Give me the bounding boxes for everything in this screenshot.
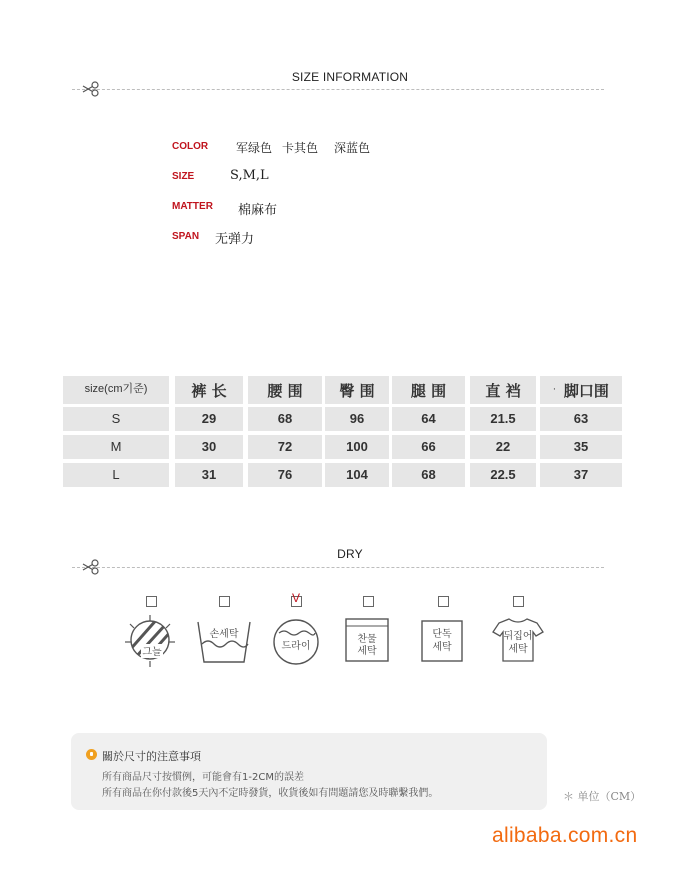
- table-cell: 35: [540, 435, 622, 459]
- span-label: SPAN: [172, 231, 200, 242]
- alibaba-watermark: alibaba.com.cn: [492, 824, 638, 847]
- separate-wash-icon: [420, 619, 466, 663]
- table-cell: 29: [175, 407, 243, 431]
- table-cell: 22.5: [470, 463, 536, 487]
- shade-dry-label: 그늘: [142, 647, 162, 658]
- table-header-hem: [540, 376, 622, 404]
- table-cell: 96: [325, 407, 389, 431]
- separate-wash-label-1: 단독: [432, 629, 452, 640]
- table-cell: 30: [175, 435, 243, 459]
- table-cell: 100: [325, 435, 389, 459]
- color-value-3: 深蓝色: [334, 141, 371, 155]
- inside-out-wash-label-2: 세탁: [508, 644, 528, 655]
- checkbox-shade-dry[interactable]: [146, 596, 157, 607]
- checkbox-cold-wash[interactable]: [363, 596, 374, 607]
- table-header-rise: 直 裆: [470, 376, 536, 404]
- table-cell: 72: [248, 435, 322, 459]
- inside-out-wash-label-1: 뒤집어: [503, 631, 533, 642]
- table-cell: 63: [540, 407, 622, 431]
- table-cell: 104: [325, 463, 389, 487]
- table-header-hip: 臀 围: [325, 376, 389, 404]
- checkbox-hand-wash[interactable]: [219, 596, 230, 607]
- notice-title: 關於尺寸的注意事項: [102, 750, 201, 763]
- hand-wash-label: 손세탁: [209, 629, 239, 640]
- table-header-thigh: 腿 围: [392, 376, 465, 404]
- table-header-waist: 腰 围: [248, 376, 322, 404]
- hand-wash-icon: [195, 618, 253, 666]
- size-label: SIZE: [172, 171, 195, 182]
- table-header-size: size(cm기준): [63, 376, 169, 404]
- color-label: COLOR: [172, 141, 209, 152]
- inside-out-wash-icon: [491, 616, 545, 664]
- table-header-hem-label: 脚口围: [563, 382, 609, 400]
- cold-wash-label-1: 찬물: [357, 634, 377, 645]
- checkbox-separate-wash[interactable]: [438, 596, 449, 607]
- table-row-size: S: [63, 407, 169, 431]
- table-cell: 22: [470, 435, 536, 459]
- table-cell: 21.5: [470, 407, 536, 431]
- color-value-1: 军绿色: [236, 141, 273, 155]
- size-value: S,M,L: [230, 168, 269, 183]
- separate-wash-label-2: 세탁: [432, 642, 452, 653]
- table-row-size: L: [63, 463, 169, 487]
- scissors-icon: [80, 558, 102, 576]
- table-row-size: M: [63, 435, 169, 459]
- table-cell: 37: [540, 463, 622, 487]
- table-cell: 76: [248, 463, 322, 487]
- check-mark: V: [292, 591, 301, 605]
- notice-line-1: 所有商品尺寸按慣例，可能會有1-2CM的誤差: [102, 772, 304, 783]
- matter-value: 棉麻布: [238, 203, 278, 218]
- cold-wash-icon: [344, 617, 392, 665]
- section-divider: [72, 89, 604, 90]
- matter-label: MATTER: [172, 201, 213, 212]
- checkbox-inside-out-wash[interactable]: [513, 596, 524, 607]
- scissors-icon: [80, 80, 102, 98]
- shade-dry-icon: [122, 612, 178, 670]
- bulb-icon: [86, 749, 97, 760]
- table-cell: 64: [392, 407, 465, 431]
- color-value-2: 卡其色: [282, 141, 319, 155]
- table-cell: 68: [392, 463, 465, 487]
- unit-note: ＊ 单位（CM）: [563, 790, 642, 803]
- size-information-title: SIZE INFORMATION: [291, 70, 409, 84]
- table-cell: 31: [175, 463, 243, 487]
- dry-clean-label: 드라이: [281, 641, 311, 652]
- header-mark: ·: [553, 385, 556, 395]
- table-header-length: 裤 长: [175, 376, 243, 404]
- section-divider: [72, 567, 604, 568]
- dry-clean-icon: [270, 617, 322, 667]
- table-cell: 66: [392, 435, 465, 459]
- table-cell: 68: [248, 407, 322, 431]
- notice-line-2: 所有商品在你付款後5天內不定時發貨，收貨後如有問題請您及時聯繫我們。: [102, 788, 439, 799]
- cold-wash-label-2: 세탁: [357, 646, 377, 657]
- checkbox-dry-clean[interactable]: [291, 591, 302, 607]
- dry-title: DRY: [337, 547, 363, 561]
- span-value: 无弹力: [215, 232, 255, 247]
